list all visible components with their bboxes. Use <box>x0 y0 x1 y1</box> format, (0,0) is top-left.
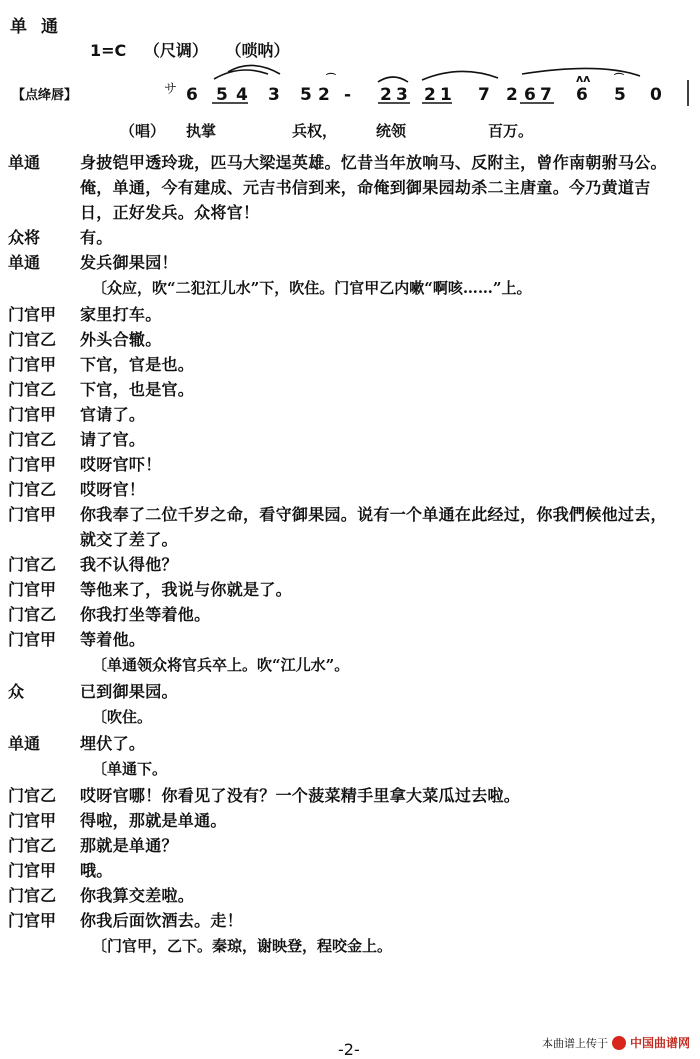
note: 7 <box>478 85 490 105</box>
dialogue-line <box>0 477 700 502</box>
fermata-mark: ⌒ <box>326 74 336 85</box>
dialogue-line <box>0 502 700 552</box>
dialogue-text: 得啦，那就是单通。 <box>80 811 227 830</box>
speaker-name: 门官甲 <box>8 505 57 524</box>
stage-direction: 〔吹住。 <box>92 708 153 726</box>
dialogue-script <box>0 150 700 960</box>
stage-direction: 〔众应，吹“二犯江儿水”下，吹住。门官甲乙内嗽“啊咳……”上。 <box>92 279 532 297</box>
speaker-name: 门官甲 <box>8 405 57 424</box>
speaker-name: 门官乙 <box>8 605 57 624</box>
lyric-word: 百万。 <box>488 122 534 140</box>
speaker-name: 众将 <box>8 228 41 247</box>
dialogue-line <box>0 627 700 652</box>
dialogue-line <box>0 679 700 704</box>
lyric-word: 兵权， <box>292 122 338 140</box>
dialogue-text: 等他来了，我说与你就是了。 <box>80 580 292 599</box>
speaker-name: 门官甲 <box>8 811 57 830</box>
speaker-name: 门官乙 <box>8 330 57 349</box>
dialogue-line <box>0 602 700 627</box>
dialogue-line <box>0 302 700 327</box>
dialogue-line <box>0 352 700 377</box>
instrument-label: （唢呐） <box>225 41 290 60</box>
stage-direction: 〔单通领众将官兵卒上。吹“江儿水”。 <box>92 656 350 674</box>
dialogue-line <box>0 225 700 250</box>
note: 7 <box>540 85 552 105</box>
dialogue-text: 你我奉了二位千岁之命，看守御果园。说有一个单通在此经过，你我們候他过去，就交了差了。 <box>80 505 667 549</box>
speaker-name: 众 <box>8 682 25 701</box>
dialogue-text: 官请了。 <box>80 405 146 424</box>
upload-text: 本曲谱上传于 <box>541 1036 608 1050</box>
note: 3 <box>396 85 408 105</box>
dialogue-text: 哎呀官吓！ <box>80 455 162 474</box>
dialogue-text: 已到御果园。 <box>80 682 178 701</box>
dialogue-text: 有。 <box>80 228 113 247</box>
lyric-word: 统领 <box>376 122 407 140</box>
note: 0 <box>650 85 662 105</box>
slur <box>378 77 408 82</box>
dialogue-line <box>0 250 700 275</box>
note: 5 <box>614 85 626 105</box>
jianpu-notation <box>0 60 700 120</box>
speaker-name: 单通 <box>8 153 41 172</box>
dialogue-text: 哎呀官！ <box>80 480 146 499</box>
fermata-mark: ⌒ <box>614 74 624 85</box>
speaker-name: 门官乙 <box>8 786 57 805</box>
note: 6 <box>576 85 588 105</box>
dialogue-text: 发兵御果园！ <box>80 253 178 272</box>
slur <box>422 71 498 80</box>
note: 2 <box>506 85 518 105</box>
dialogue-line <box>0 908 700 933</box>
dialogue-text: 家里打车。 <box>80 305 162 324</box>
stage-direction: 〔单通下。 <box>92 760 168 778</box>
dialogue-line <box>0 150 700 225</box>
speaker-name: 门官甲 <box>8 305 57 324</box>
free-meter-mark: サ <box>164 82 178 97</box>
dialogue-line <box>0 327 700 352</box>
dialogue-text: 哎呀官哪！你看见了没有？一个菠菜精手里拿大菜瓜过去啦。 <box>80 786 521 805</box>
note: 1 <box>440 85 452 105</box>
speaker-name: 单通 <box>8 734 41 753</box>
speaker-name: 门官甲 <box>8 630 57 649</box>
upload-credit <box>542 1034 690 1051</box>
dialogue-text: 下官，官是也。 <box>80 355 195 374</box>
dialogue-line <box>0 552 700 577</box>
note: 2 <box>318 85 330 105</box>
dialogue-text: 埋伏了。 <box>80 734 146 753</box>
speaker-name: 门官甲 <box>8 861 57 880</box>
dialogue-line <box>0 808 700 833</box>
note: 4 <box>236 85 248 105</box>
dialogue-text: 你我后面饮酒去。走！ <box>80 911 244 930</box>
site-name: 中国曲谱网 <box>629 1036 690 1050</box>
lyrics-line <box>0 120 700 144</box>
dialogue-line <box>0 377 700 402</box>
dialogue-text: 哦。 <box>80 861 113 880</box>
sing-label: （唱） <box>120 122 166 140</box>
note: 2 <box>380 85 392 105</box>
dialogue-text: 你我算交差啦。 <box>80 886 195 905</box>
key-signature-line <box>90 38 301 61</box>
dialogue-text: 等着他。 <box>80 630 146 649</box>
note: 6 <box>186 85 198 105</box>
speaker-name: 门官甲 <box>8 911 57 930</box>
dialogue-line <box>0 731 700 756</box>
dialogue-line <box>0 783 700 808</box>
note: 5 <box>300 85 312 105</box>
dialogue-text: 那就是单通？ <box>80 836 178 855</box>
ornament-mark: ᴧᴧ <box>576 72 591 85</box>
dialogue-text: 身披铠甲透玲珑，匹马大梁逞英雄。忆昔当年放响马、反附主，曾作南朝驸马公。俺，单通，今有建成、元吉书信到来，命俺到御果园劫杀二主唐童。今乃黄道吉日，正好发兵。众将官！ <box>80 153 667 222</box>
note: 2 <box>424 85 436 105</box>
speaker-name: 门官乙 <box>8 555 57 574</box>
note: 3 <box>268 85 280 105</box>
site-logo-icon <box>612 1036 626 1050</box>
note: - <box>344 85 352 105</box>
speaker-name: 门官乙 <box>8 480 57 499</box>
dialogue-text: 请了官。 <box>80 430 146 449</box>
note: 6 <box>524 85 536 105</box>
dialogue-line <box>0 427 700 452</box>
dialogue-line <box>0 833 700 858</box>
speaker-name: 门官乙 <box>8 430 57 449</box>
dialogue-line <box>0 858 700 883</box>
tune-name: 【点绛唇】 <box>12 88 78 103</box>
stage-direction: 〔门官甲，乙下。秦琼，谢映登，程咬金上。 <box>92 937 393 955</box>
speaker-name: 门官甲 <box>8 580 57 599</box>
dialogue-text: 外头合辙。 <box>80 330 162 349</box>
dialogue-line <box>0 402 700 427</box>
mode-label: （尺调） <box>143 41 208 60</box>
slur <box>214 70 268 79</box>
dialogue-text: 你我打坐等着他。 <box>80 605 211 624</box>
key-signature: 1=C <box>90 41 127 60</box>
dialogue-line <box>0 577 700 602</box>
speaker-name: 门官乙 <box>8 380 57 399</box>
dialogue-line <box>0 883 700 908</box>
header-speaker: 单通 <box>10 17 72 37</box>
dialogue-text: 下官，也是官。 <box>80 380 195 399</box>
speaker-name: 单通 <box>8 253 41 272</box>
speaker-name: 门官甲 <box>8 455 57 474</box>
dialogue-line <box>0 452 700 477</box>
lyric-word: 执掌 <box>186 122 217 140</box>
note: 5 <box>216 85 228 105</box>
speaker-name: 门官乙 <box>8 836 57 855</box>
dialogue-text: 我不认得他？ <box>80 555 178 574</box>
slur <box>228 65 280 74</box>
speaker-name: 门官乙 <box>8 886 57 905</box>
speaker-name: 门官甲 <box>8 355 57 374</box>
page-number: -2- <box>338 1040 360 1059</box>
